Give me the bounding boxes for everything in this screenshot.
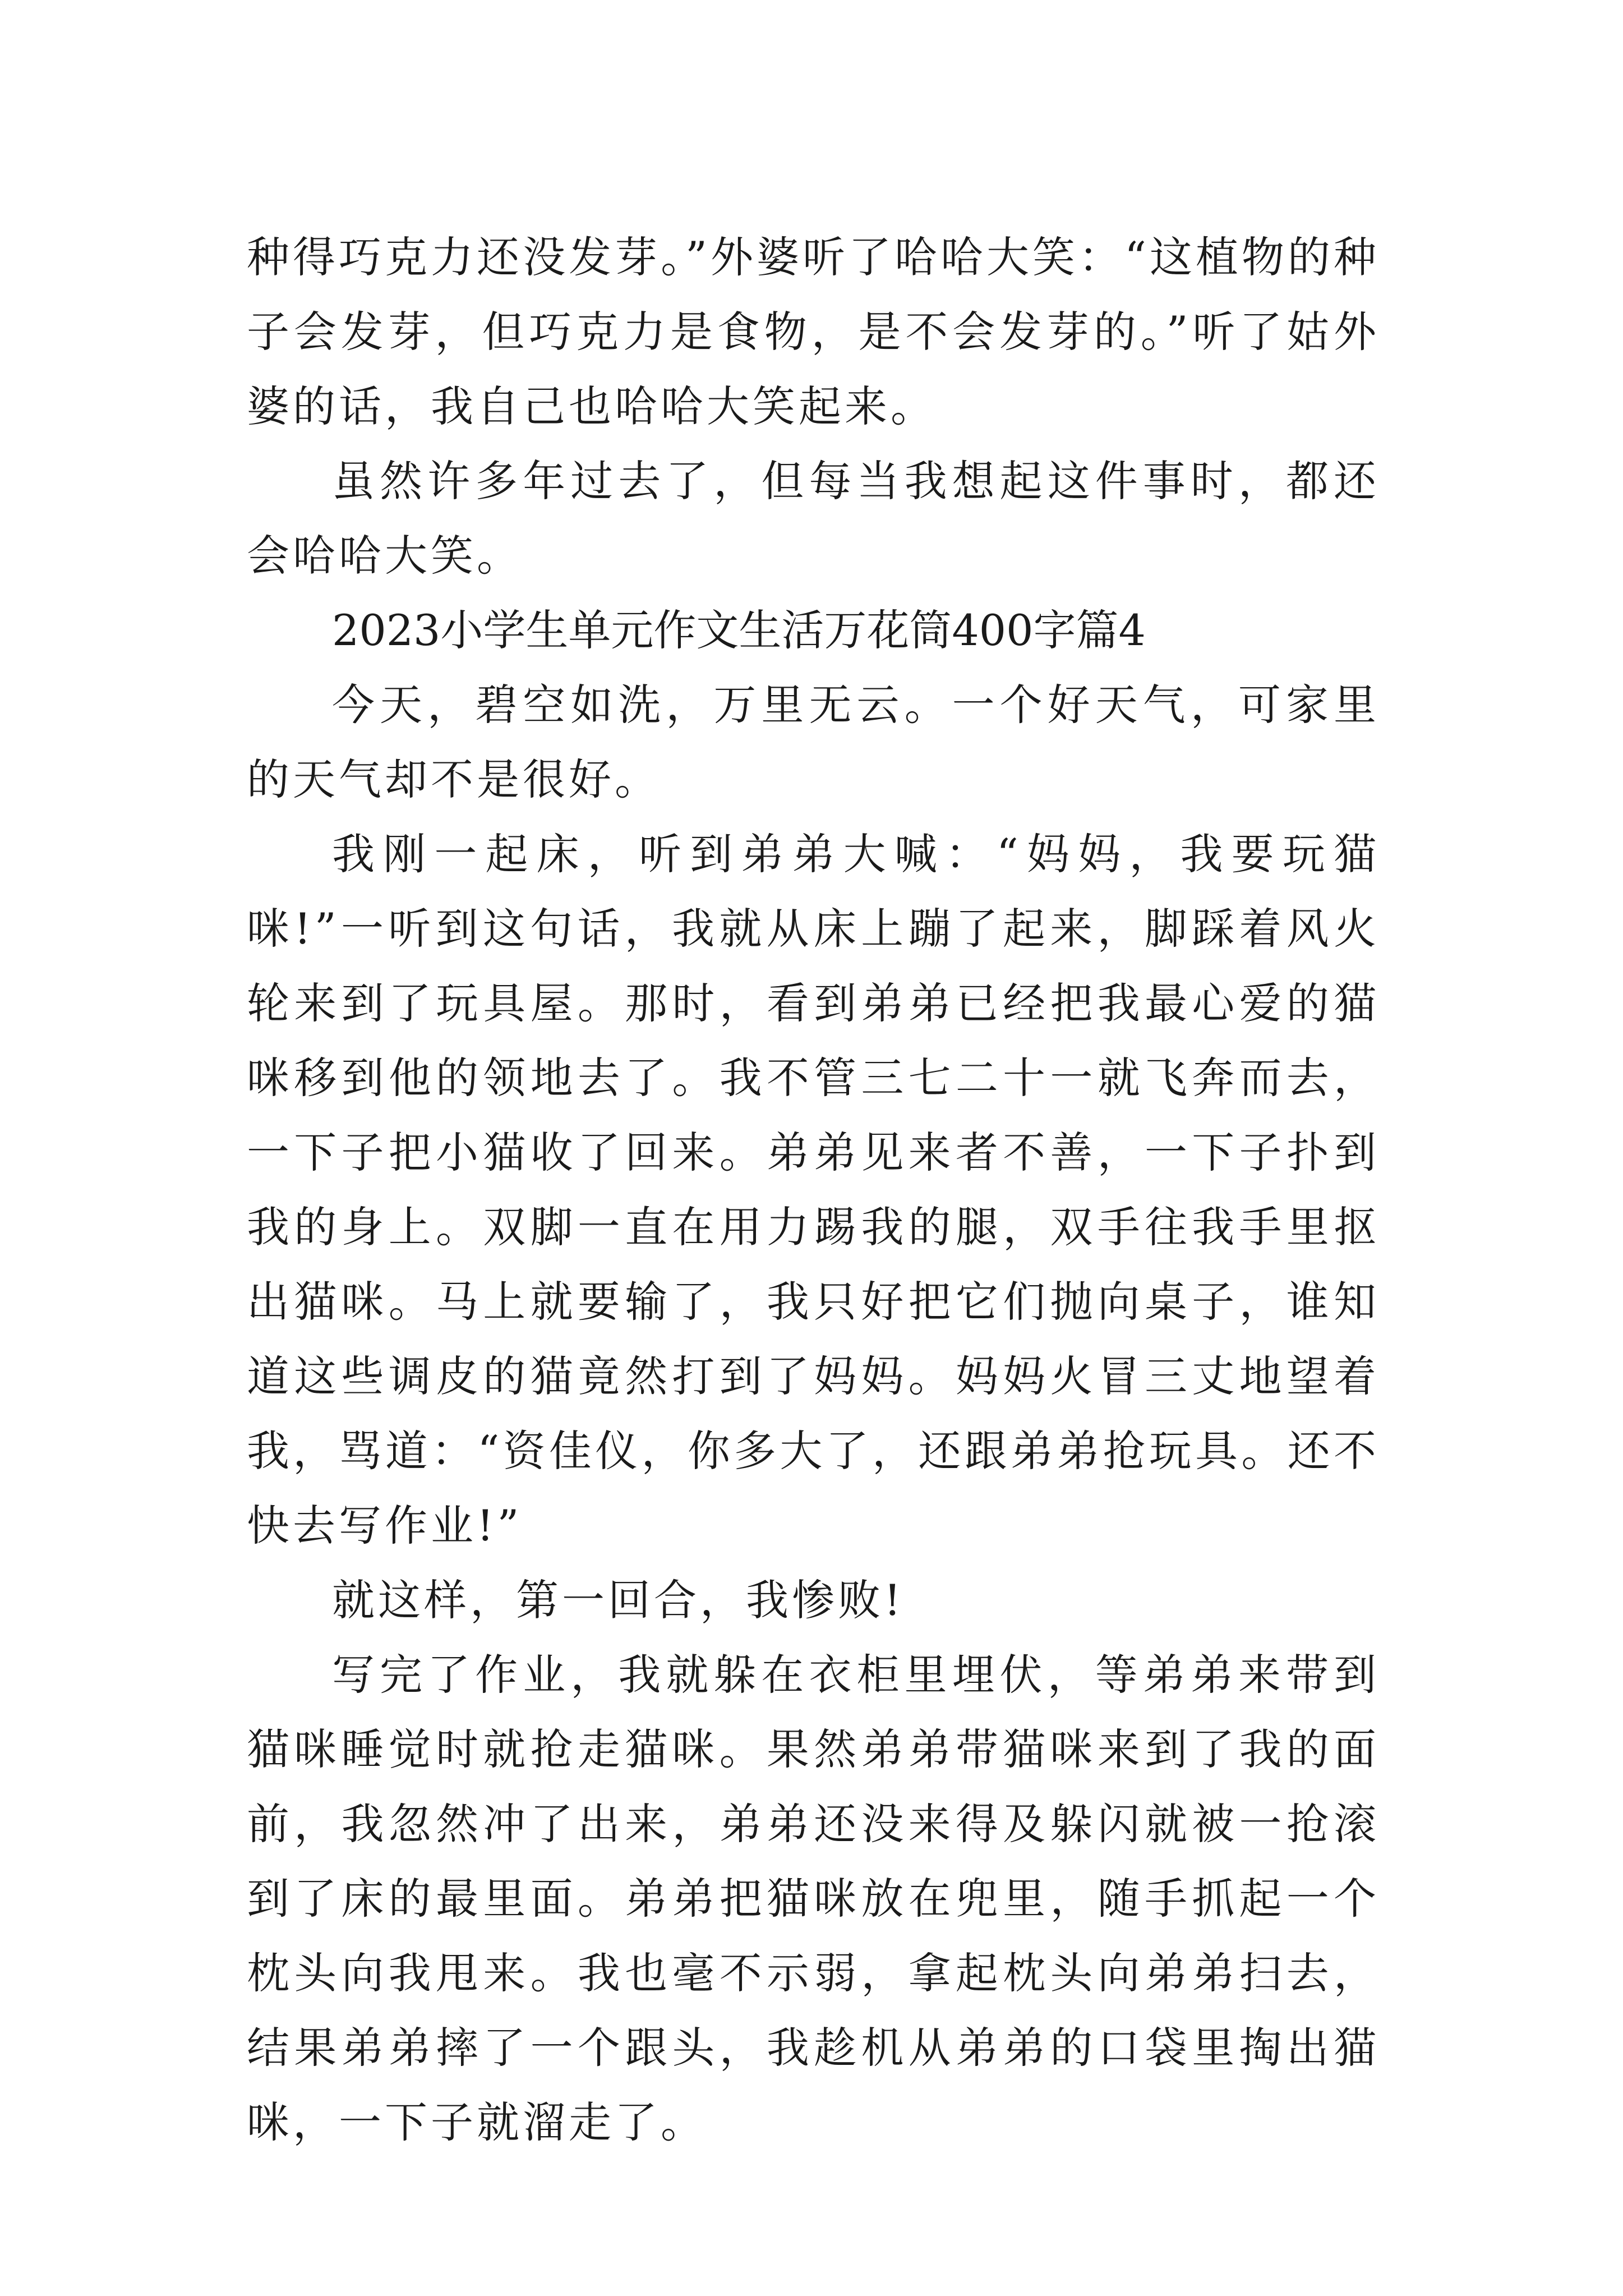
section-heading: 2023小学生单元作文生活万花筒400字篇4 [332,605,1146,655]
paragraph-weather: 今天，碧空如洗，万里无云。一个好天气，可家里的天气却不是很好。 [247,680,1380,804]
paragraph-continuation: 种得巧克力还没发芽。”外婆听了哈哈大笑：“这植物的种子会发芽，但巧克力是食物，是不会发芽的。”听了姑外婆的话，我自己也哈哈大笑起来。 [247,232,1380,431]
paragraph-defeat: 就这样，第一回合，我惨败! [332,1575,905,1625]
paragraph-reflection: 虽然许多年过去了，但每当我想起这件事时，都还会哈哈大笑。 [247,456,1380,581]
paragraph-first-round: 我刚一起床，听到弟弟大喊：“妈妈，我要玩猫咪!”一听到这句话，我就从床上蹦了起来，脚踩着风火轮来到了玩具屋。那时，看到弟弟已经把我最心爱的猫咪移到他的领地去了。我不管三七二十一就飞奔而去，一下子把小猫收了回来。弟弟见来者不善，一下子扑到我的身上。双脚一直在用力踢我的腿，双手往我手里抠出猫咪。马上就要输了，我只好把它们抛向桌子，谁知道这些调皮的猫竟然打到了妈妈。妈妈火冒三丈地望着我，骂道：“资佳仪，你多大了，还跟弟弟抢玩具。还不快去写作业!” [247,829,1380,1550]
document-page [247,220,1380,2160]
paragraph-second-round: 写完了作业，我就躲在衣柜里埋伏，等弟弟来带到猫咪睡觉时就抢走猫咪。果然弟弟带猫咪来到了我的面前，我忽然冲了出来，弟弟还没来得及躲闪就被一抢滚到了床的最里面。弟弟把猫咪放在兜里，随手抓起一个枕头向我甩来。我也毫不示弱，拿起枕头向弟弟扫去，结果弟弟摔了一个跟头，我趁机从弟弟的口袋里掏出猫咪，一下子就溜走了。 [247,1650,1380,2147]
